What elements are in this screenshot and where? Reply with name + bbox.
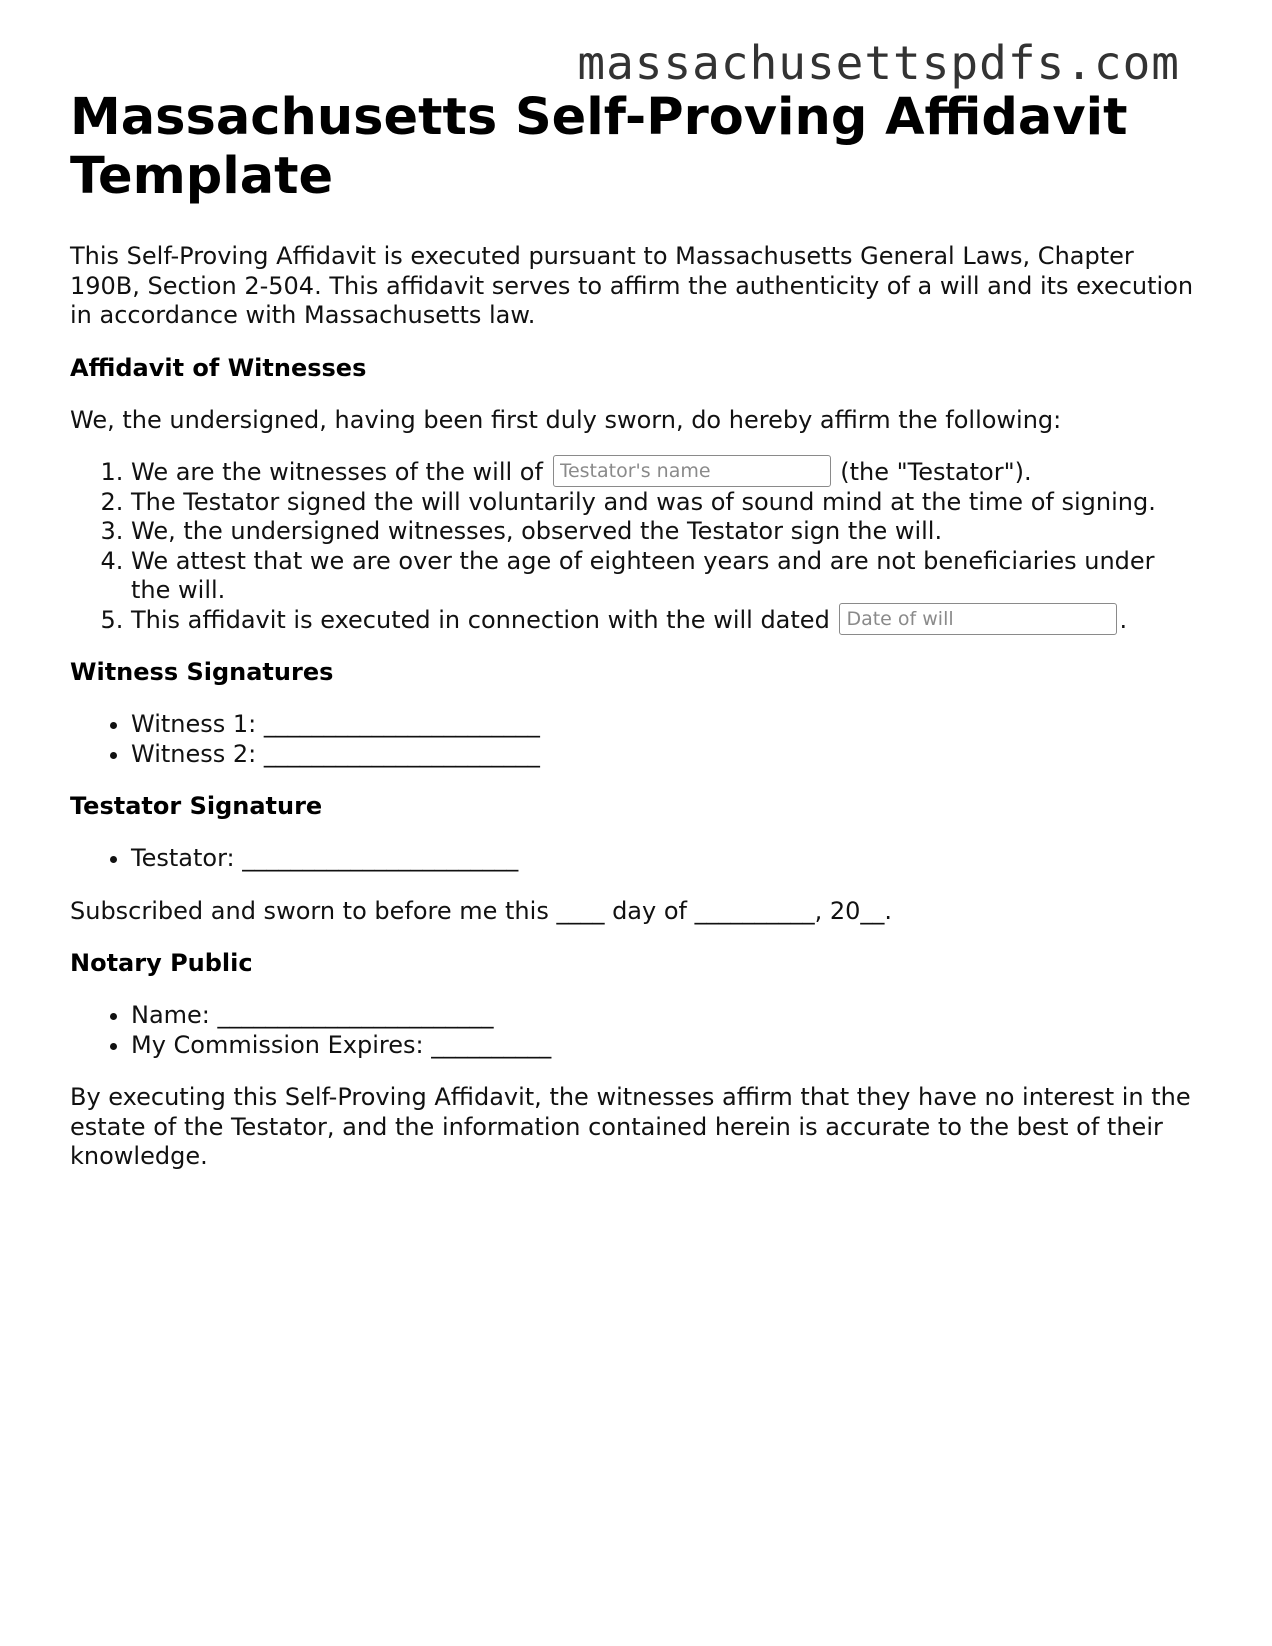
- section-heading-affidavit-of-witnesses: Affidavit of Witnesses: [70, 353, 367, 382]
- affirmation-text: We are the witnesses of the will of: [131, 458, 543, 486]
- affirmation-text: We, the undersigned witnesses, observed the Testator sign the will.: [131, 517, 943, 545]
- testator-name-input[interactable]: [553, 455, 831, 487]
- affirmation-text: This affidavit is executed in connection with the will dated: [131, 605, 830, 634]
- section-heading-notary-public: Notary Public: [70, 949, 253, 977]
- affirmation-item: [131, 606, 1200, 636]
- notary-commission-line: • My Commission Expires: __________: [131, 1031, 1200, 1061]
- affirmation-lead: We, the undersigned, having been first duly sworn, do hereby affirm the following:: [70, 405, 1062, 434]
- witness-signature-list: [70, 710, 1200, 769]
- affirmation-item: [131, 517, 1200, 547]
- testator-signature-line: • Testator: _______________________: [131, 844, 1200, 874]
- notary-list: [70, 1001, 1200, 1060]
- affirmation-item: [131, 547, 1200, 606]
- sworn-line: Subscribed and sworn to before me this ____ day of __________, 20__.: [70, 896, 893, 925]
- affirmation-text: We attest that we are over the age of eighteen years and are not beneficiaries under the will.: [131, 546, 1155, 604]
- witness-signature-line: • Witness 2: _______________________: [131, 740, 1200, 770]
- affirmation-text: .: [1119, 605, 1128, 634]
- notary-name-line: • Name: _______________________: [131, 1001, 1200, 1031]
- affirmation-text: The Testator signed the will voluntarily and was of sound mind at the time of signing.: [131, 487, 1156, 516]
- affirmation-list: [70, 458, 1200, 635]
- witness-signature-line: • Witness 1: _______________________: [131, 710, 1200, 740]
- will-date-input[interactable]: [839, 603, 1117, 635]
- affirmation-item: [131, 488, 1200, 518]
- intro-paragraph: This Self-Proving Affidavit is executed pursuant to Massachusetts General Laws, Chapter 190B, Section 2-504. This affidavit serves to affirm the authenticity of a will and its execution in accordance with Massachusetts law.: [70, 242, 1194, 329]
- affirmation-item: [131, 458, 1200, 488]
- document-body: [70, 88, 1200, 1172]
- testator-signature-list: [70, 844, 1200, 874]
- section-heading-witness-signatures: Witness Signatures: [70, 658, 334, 686]
- closing-paragraph: By executing this Self-Proving Affidavit, the witnesses affirm that they have no interest in the estate of the Testator, and the information contained herein is accurate to the best of their knowledge.: [70, 1083, 1191, 1170]
- affirmation-text: (the "Testator").: [840, 458, 1032, 486]
- section-heading-testator-signature: Testator Signature: [70, 792, 323, 820]
- page-title: Massachusetts Self-Proving Affidavit Template: [70, 88, 1128, 206]
- site-watermark: massachusettspdfs.com: [577, 36, 1180, 90]
